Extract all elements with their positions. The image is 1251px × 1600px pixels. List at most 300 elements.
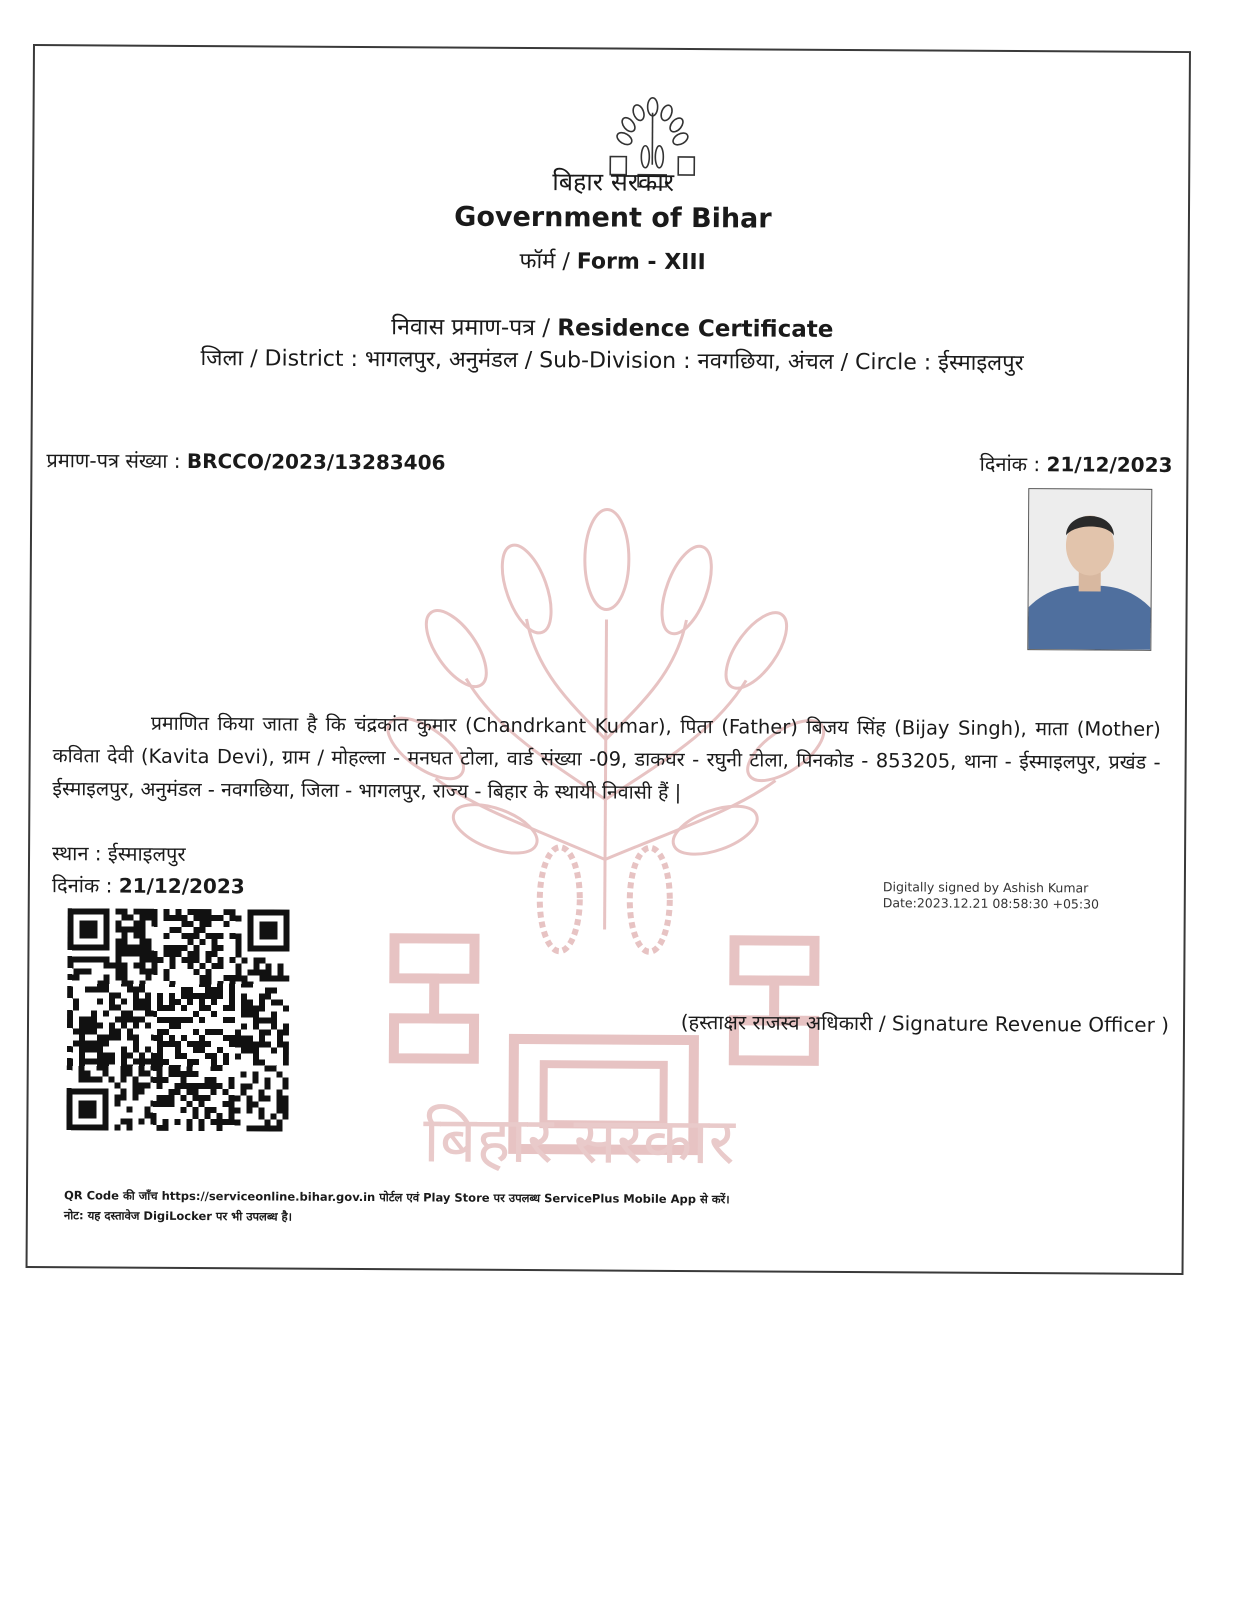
qr-module bbox=[151, 1011, 157, 1017]
qr-module bbox=[79, 1040, 85, 1046]
qr-module bbox=[97, 1040, 103, 1046]
qr-module bbox=[259, 975, 265, 981]
qr-module bbox=[68, 932, 74, 938]
qr-module bbox=[169, 981, 175, 987]
qr-module bbox=[241, 981, 247, 987]
qr-module bbox=[102, 1124, 108, 1130]
qr-module bbox=[247, 1011, 253, 1017]
qr-module bbox=[115, 963, 121, 969]
qr-module bbox=[264, 1125, 270, 1131]
qr-module bbox=[145, 1005, 151, 1011]
qr-module bbox=[187, 993, 193, 999]
qr-module bbox=[91, 1076, 97, 1082]
qr-module bbox=[228, 1107, 234, 1113]
qr-module bbox=[122, 909, 128, 915]
qr-module bbox=[235, 975, 241, 981]
qr-module bbox=[229, 1077, 235, 1083]
qr-module bbox=[103, 962, 109, 968]
qr-module bbox=[211, 963, 217, 969]
qr-module bbox=[204, 1107, 210, 1113]
qr-module bbox=[211, 951, 217, 957]
qr-module bbox=[265, 1065, 271, 1071]
qr-module bbox=[121, 1071, 127, 1077]
qr-module bbox=[266, 909, 272, 915]
qr-module bbox=[235, 969, 241, 975]
qr-module bbox=[253, 1053, 259, 1059]
qr-module bbox=[133, 1017, 139, 1023]
digilocker-note: नोट: यह दस्तावेज DigiLocker पर भी उपलब्ध है। bbox=[63, 1208, 293, 1224]
qr-module bbox=[181, 1005, 187, 1011]
qr-module bbox=[277, 1072, 283, 1078]
person-photo-icon bbox=[1028, 489, 1151, 650]
qr-module bbox=[139, 981, 145, 987]
qr-module bbox=[277, 970, 283, 976]
qr-module bbox=[122, 933, 128, 939]
qr-module bbox=[164, 933, 170, 939]
qr-module bbox=[170, 915, 176, 921]
qr-module bbox=[67, 956, 73, 962]
qr-module bbox=[259, 1041, 265, 1047]
issue-date bbox=[980, 450, 1173, 478]
qr-module bbox=[92, 926, 98, 932]
qr-module bbox=[157, 1101, 163, 1107]
qr-module bbox=[92, 908, 98, 914]
qr-module bbox=[205, 969, 211, 975]
qr-module bbox=[157, 1071, 163, 1077]
qr-module bbox=[199, 1047, 205, 1053]
qr-module bbox=[271, 1047, 277, 1053]
qr-module bbox=[79, 1052, 85, 1058]
qr-module bbox=[134, 927, 140, 933]
qr-module bbox=[139, 1017, 145, 1023]
qr-module bbox=[78, 1106, 84, 1112]
qr-module bbox=[253, 1023, 259, 1029]
qr-module bbox=[265, 1077, 271, 1083]
qr-module bbox=[86, 926, 92, 932]
qr-module bbox=[72, 1124, 78, 1130]
qr-module bbox=[67, 992, 73, 998]
signature-officer-label: (हस्ताक्षर राजस्व अधिकारी / Signature Revenue Officer ) bbox=[680, 1009, 1170, 1037]
qr-module bbox=[188, 909, 194, 915]
qr-module bbox=[152, 921, 158, 927]
qr-module bbox=[115, 1017, 121, 1023]
qr-module bbox=[102, 1106, 108, 1112]
qr-module bbox=[228, 1119, 234, 1125]
qr-module bbox=[206, 909, 212, 915]
qr-module bbox=[90, 1106, 96, 1112]
qr-module bbox=[247, 999, 253, 1005]
qr-module bbox=[109, 998, 115, 1004]
qr-module bbox=[78, 1124, 84, 1130]
qr-module bbox=[182, 933, 188, 939]
qr-module bbox=[175, 999, 181, 1005]
qr-module bbox=[109, 1058, 115, 1064]
qr-module bbox=[181, 957, 187, 963]
qr-module bbox=[97, 956, 103, 962]
qr-module bbox=[216, 1125, 222, 1131]
qr-module bbox=[97, 1022, 103, 1028]
certificate-title-hindi: निवास प्रमाण-पत्र bbox=[391, 314, 536, 342]
qr-module bbox=[205, 1083, 211, 1089]
qr-verification-note: QR Code की जाँच https://serviceonline.bihar.gov.in पोर्टल एवं Play Store पर उपलब्ध ServicePlus Mobile App से करें। bbox=[63, 1188, 730, 1207]
qr-module bbox=[224, 909, 230, 915]
qr-module bbox=[283, 940, 289, 946]
qr-module bbox=[187, 1059, 193, 1065]
qr-module bbox=[265, 1095, 271, 1101]
qr-module bbox=[210, 1107, 216, 1113]
qr-module bbox=[79, 1076, 85, 1082]
qr-module bbox=[283, 946, 289, 952]
qr-module bbox=[218, 915, 224, 921]
place bbox=[52, 839, 186, 867]
qr-module bbox=[121, 1065, 127, 1071]
qr-module bbox=[140, 915, 146, 921]
qr-module bbox=[272, 909, 278, 915]
qr-module bbox=[67, 1088, 73, 1094]
qr-module bbox=[223, 1101, 229, 1107]
qr-module bbox=[241, 1023, 247, 1029]
qr-module bbox=[145, 957, 151, 963]
qr-module bbox=[235, 1035, 241, 1041]
qr-module bbox=[114, 1125, 120, 1131]
qr-module bbox=[67, 1010, 73, 1016]
qr-module bbox=[247, 1005, 253, 1011]
qr-module bbox=[68, 926, 74, 932]
qr-module bbox=[157, 993, 163, 999]
qr-module bbox=[109, 1052, 115, 1058]
qr-module bbox=[150, 1113, 156, 1119]
qr-module bbox=[133, 1023, 139, 1029]
qr-module bbox=[199, 1041, 205, 1047]
qr-module bbox=[265, 1017, 271, 1023]
qr-module bbox=[284, 910, 290, 916]
qr-module bbox=[253, 1101, 259, 1107]
qr-module bbox=[103, 974, 109, 980]
qr-module bbox=[175, 951, 181, 957]
qr-module bbox=[116, 909, 122, 915]
qr-module bbox=[223, 1089, 229, 1095]
qr-module bbox=[260, 933, 266, 939]
qr-module bbox=[103, 1010, 109, 1016]
qr-module bbox=[253, 945, 259, 951]
qr-module bbox=[97, 1052, 103, 1058]
qr-module bbox=[73, 1004, 79, 1010]
qr-module bbox=[241, 1089, 247, 1095]
qr-module bbox=[109, 1028, 115, 1034]
qr-module bbox=[91, 1010, 97, 1016]
qr-module bbox=[68, 914, 74, 920]
qr-module bbox=[133, 951, 139, 957]
qr-module bbox=[90, 1124, 96, 1130]
qr-module bbox=[67, 1058, 73, 1064]
qr-module bbox=[139, 1089, 145, 1095]
qr-module bbox=[284, 934, 290, 940]
qr-module bbox=[145, 1071, 151, 1077]
qr-module bbox=[66, 1106, 72, 1112]
qr-module bbox=[199, 993, 205, 999]
qr-module bbox=[259, 969, 265, 975]
qr-module bbox=[259, 957, 265, 963]
qr-module bbox=[248, 909, 254, 915]
qr-module bbox=[248, 921, 254, 927]
qr-module bbox=[235, 945, 241, 951]
qr-module bbox=[84, 1106, 90, 1112]
qr-module bbox=[80, 920, 86, 926]
qr-module bbox=[277, 976, 283, 982]
qr-module bbox=[217, 963, 223, 969]
qr-module bbox=[115, 1005, 121, 1011]
qr-module bbox=[146, 939, 152, 945]
qr-module bbox=[175, 1065, 181, 1071]
qr-module bbox=[109, 962, 115, 968]
qr-module bbox=[265, 987, 271, 993]
qr-module bbox=[283, 1048, 289, 1054]
qr-module bbox=[259, 945, 265, 951]
qr-module bbox=[175, 1089, 181, 1095]
qr-module bbox=[109, 1034, 115, 1040]
qr-module bbox=[144, 1107, 150, 1113]
qr-module bbox=[217, 987, 223, 993]
qr-module bbox=[259, 1005, 265, 1011]
digital-signature-signer: Digitally signed by Ashish Kumar bbox=[882, 879, 1089, 896]
qr-module bbox=[68, 938, 74, 944]
qr-module bbox=[187, 999, 193, 1005]
qr-module bbox=[138, 1119, 144, 1125]
qr-module bbox=[206, 921, 212, 927]
qr-module bbox=[259, 1059, 265, 1065]
qr-module bbox=[96, 1124, 102, 1130]
qr-module bbox=[205, 993, 211, 999]
qr-module bbox=[199, 939, 205, 945]
qr-module bbox=[205, 1005, 211, 1011]
qr-module bbox=[85, 1058, 91, 1064]
qr-module bbox=[67, 1022, 73, 1028]
qr-module bbox=[217, 993, 223, 999]
qr-module bbox=[193, 969, 199, 975]
govt-hindi-title: बिहार सरकार bbox=[552, 167, 675, 197]
qr-module bbox=[169, 963, 175, 969]
qr-module bbox=[169, 1041, 175, 1047]
certificate-frame bbox=[26, 44, 1191, 1275]
qr-module bbox=[206, 933, 212, 939]
qr-module bbox=[103, 1034, 109, 1040]
qr-module bbox=[211, 1089, 217, 1095]
certificate-number-label: प्रमाण-पत्र संख्या : bbox=[46, 448, 181, 473]
qr-module bbox=[103, 1070, 109, 1076]
qr-module bbox=[85, 1046, 91, 1052]
qr-module bbox=[103, 980, 109, 986]
qr-module bbox=[211, 1065, 217, 1071]
qr-module bbox=[175, 945, 181, 951]
qr-module bbox=[139, 1065, 145, 1071]
qr-module bbox=[174, 1119, 180, 1125]
qr-module bbox=[73, 974, 79, 980]
qr-module bbox=[229, 987, 235, 993]
qr-module bbox=[253, 1059, 259, 1065]
qr-module bbox=[157, 957, 163, 963]
qr-module bbox=[199, 1083, 205, 1089]
qr-module bbox=[187, 987, 193, 993]
applicant-photo bbox=[1027, 488, 1152, 651]
qr-module bbox=[271, 975, 277, 981]
qr-module bbox=[157, 1095, 163, 1101]
qr-module bbox=[157, 1065, 163, 1071]
qr-module bbox=[152, 909, 158, 915]
qr-module bbox=[187, 1065, 193, 1071]
qr-module bbox=[175, 1041, 181, 1047]
qr-module bbox=[127, 1035, 133, 1041]
qr-module bbox=[230, 909, 236, 915]
qr-module bbox=[133, 1041, 139, 1047]
qr-module bbox=[145, 1023, 151, 1029]
qr-module bbox=[163, 951, 169, 957]
qr-module bbox=[86, 908, 92, 914]
qr-module bbox=[73, 944, 79, 950]
qr-module bbox=[91, 1028, 97, 1034]
qr-module bbox=[246, 1107, 252, 1113]
qr-module bbox=[181, 1071, 187, 1077]
qr-module bbox=[157, 1083, 163, 1089]
qr-module bbox=[164, 909, 170, 915]
qr-module bbox=[241, 1047, 247, 1053]
qr-module bbox=[91, 1100, 97, 1106]
qr-module bbox=[182, 915, 188, 921]
qr-module bbox=[211, 939, 217, 945]
qr-module bbox=[126, 1125, 132, 1131]
qr-module bbox=[85, 1040, 91, 1046]
qr-module bbox=[121, 975, 127, 981]
qr-module bbox=[79, 1070, 85, 1076]
qr-module bbox=[247, 1083, 253, 1089]
qr-module bbox=[199, 999, 205, 1005]
qr-module bbox=[134, 921, 140, 927]
qr-module bbox=[276, 1108, 282, 1114]
qr-module bbox=[90, 1112, 96, 1118]
qr-module bbox=[80, 908, 86, 914]
qr-module bbox=[115, 1083, 121, 1089]
qr-module bbox=[85, 1022, 91, 1028]
qr-module bbox=[248, 933, 254, 939]
qr-module bbox=[194, 927, 200, 933]
qr-module bbox=[181, 1077, 187, 1083]
qr-module bbox=[217, 1047, 223, 1053]
qr-module bbox=[277, 1042, 283, 1048]
qr-module bbox=[73, 1028, 79, 1034]
qr-module bbox=[253, 1071, 259, 1077]
qr-module bbox=[139, 1059, 145, 1065]
qr-module bbox=[193, 1047, 199, 1053]
qr-module bbox=[228, 1113, 234, 1119]
qr-module bbox=[176, 915, 182, 921]
qr-module bbox=[283, 1060, 289, 1066]
qr-module bbox=[146, 909, 152, 915]
qr-module bbox=[200, 909, 206, 915]
qr-module bbox=[283, 1024, 289, 1030]
qr-module bbox=[109, 1004, 115, 1010]
qr-module bbox=[235, 951, 241, 957]
district-line: जिला / District : भागलपुर, अनुमंडल / Sub-Division : नवगछिया, अंचल / Circle : ईस्माइलपुर bbox=[200, 346, 1024, 377]
qr-module bbox=[277, 1036, 283, 1042]
qr-module bbox=[284, 928, 290, 934]
qr-module bbox=[145, 999, 151, 1005]
qr-module bbox=[181, 1053, 187, 1059]
qr-module bbox=[157, 1077, 163, 1083]
qr-module bbox=[272, 921, 278, 927]
qr-module bbox=[97, 944, 103, 950]
qr-module bbox=[283, 976, 289, 982]
qr-module bbox=[104, 938, 110, 944]
qr-module bbox=[246, 1125, 252, 1131]
qr-module bbox=[163, 975, 169, 981]
qr-module bbox=[193, 945, 199, 951]
qr-module bbox=[211, 1059, 217, 1065]
digital-signature bbox=[883, 879, 1099, 912]
qr-module bbox=[103, 1100, 109, 1106]
qr-module bbox=[265, 993, 271, 999]
qr-module bbox=[176, 927, 182, 933]
qr-module bbox=[121, 1047, 127, 1053]
qr-module bbox=[253, 957, 259, 963]
qr-module bbox=[265, 1083, 271, 1089]
qr-module bbox=[73, 1040, 79, 1046]
qr-module bbox=[181, 1083, 187, 1089]
qr-module bbox=[102, 1118, 108, 1124]
qr-module bbox=[187, 1083, 193, 1089]
qr-module bbox=[145, 993, 151, 999]
qr-module bbox=[121, 1011, 127, 1017]
signing-date bbox=[52, 871, 245, 899]
qr-module bbox=[103, 956, 109, 962]
qr-module bbox=[157, 1029, 163, 1035]
qr-module bbox=[253, 969, 259, 975]
qr-module bbox=[211, 1029, 217, 1035]
qr-module bbox=[127, 1053, 133, 1059]
qr-module bbox=[192, 1113, 198, 1119]
qr-module bbox=[68, 920, 74, 926]
qr-module bbox=[151, 1065, 157, 1071]
qr-module bbox=[109, 992, 115, 998]
qr-module bbox=[79, 1064, 85, 1070]
qr-module bbox=[229, 975, 235, 981]
qr-module bbox=[104, 926, 110, 932]
qr-module bbox=[241, 1011, 247, 1017]
qr-module bbox=[259, 999, 265, 1005]
form-english-label: Form - XIII bbox=[576, 249, 706, 276]
qr-module bbox=[260, 921, 266, 927]
qr-module bbox=[169, 1065, 175, 1071]
qr-module bbox=[85, 1088, 91, 1094]
qr-module bbox=[180, 1107, 186, 1113]
qr-module bbox=[151, 1059, 157, 1065]
qr-module bbox=[122, 915, 128, 921]
qr-module bbox=[170, 927, 176, 933]
qr-module bbox=[152, 915, 158, 921]
qr-module bbox=[157, 999, 163, 1005]
qr-module bbox=[134, 909, 140, 915]
govt-english-title: Government of Bihar bbox=[454, 201, 772, 235]
qr-module bbox=[283, 1096, 289, 1102]
qr-module bbox=[139, 951, 145, 957]
qr-module bbox=[128, 915, 134, 921]
qr-module bbox=[78, 1112, 84, 1118]
qr-module bbox=[79, 1088, 85, 1094]
qr-module bbox=[217, 945, 223, 951]
qr-module bbox=[260, 909, 266, 915]
qr-module bbox=[79, 1034, 85, 1040]
qr-module bbox=[175, 1083, 181, 1089]
qr-module bbox=[187, 963, 193, 969]
qr-module bbox=[236, 933, 242, 939]
